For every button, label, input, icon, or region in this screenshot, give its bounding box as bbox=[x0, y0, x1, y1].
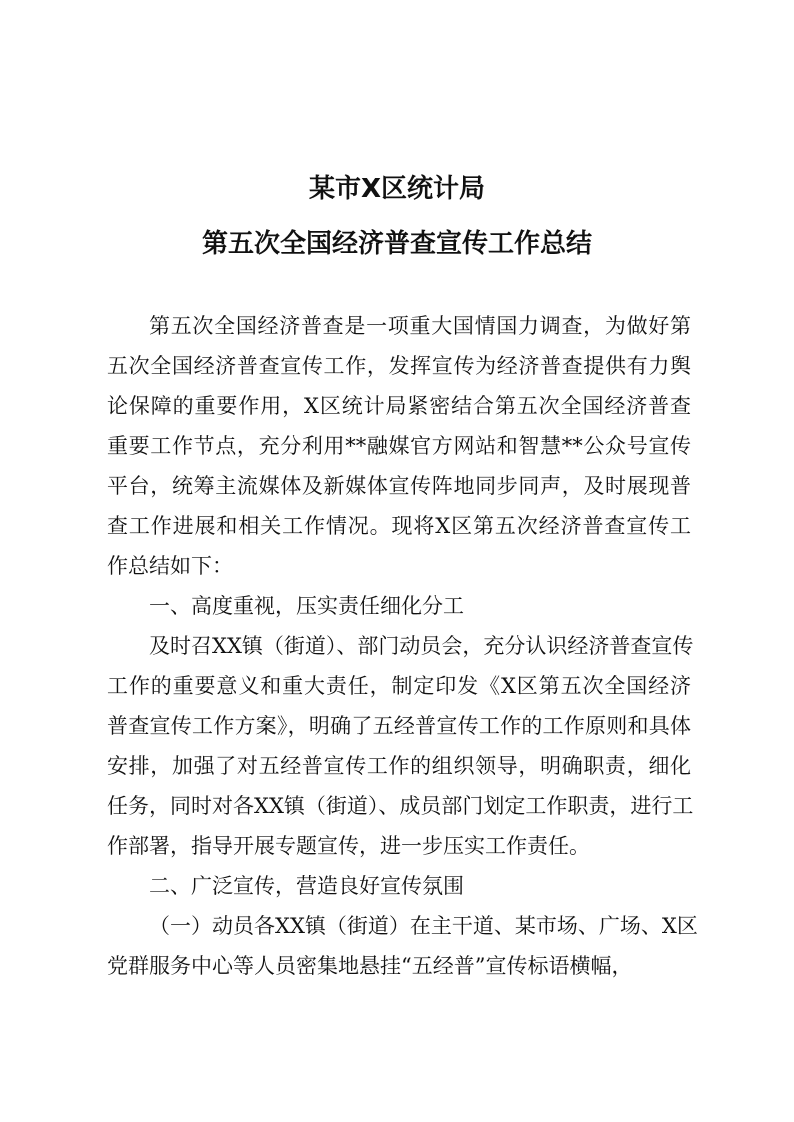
text-line: 安排，加强了对五经普宣传工作的组织领导，明确职责，细化 bbox=[107, 754, 691, 778]
text-line: （一）动员各XX镇（街道）在主干道、某市场、广场、X区 bbox=[149, 914, 698, 938]
text-line: 党群服务中心等人员密集地悬挂“五经普”宣传标语横幅， bbox=[107, 954, 633, 978]
paragraph bbox=[107, 306, 691, 586]
section-heading bbox=[107, 586, 691, 626]
text-line: 普查宣传工作方案》，明确了五经普宣传工作的工作原则和具体 bbox=[107, 714, 691, 738]
text-line: 一、高度重视，压实责任细化分工 bbox=[149, 594, 464, 618]
text-line: 重要工作节点，充分利用**融媒官方网站和智慧**公众号宣传 bbox=[107, 434, 691, 458]
text-line: 任务，同时对各XX镇（街道）、成员部门划定工作职责，进行工 bbox=[107, 794, 694, 818]
paragraph bbox=[107, 906, 698, 986]
section-heading bbox=[107, 866, 691, 906]
paragraph bbox=[107, 626, 694, 866]
document-title-line-2: 第五次全国经济普查宣传工作总结 bbox=[201, 229, 592, 259]
text-line: 二、广泛宣传，营造良好宣传氛围 bbox=[149, 874, 464, 898]
text-line: 工作的重要意义和重大责任，制定印发《X区第五次全国经济 bbox=[107, 674, 691, 698]
text-line: 第五次全国经济普查是一项重大国情国力调查，为做好第 bbox=[149, 314, 691, 338]
text-line: 查工作进展和相关工作情况。现将X区第五次经济普查宣传工 bbox=[107, 514, 691, 538]
text-line: 五次全国经济普查宣传工作，发挥宣传为经济普查提供有力舆 bbox=[107, 354, 691, 378]
document-body bbox=[107, 306, 698, 986]
text-line: 作部署，指导开展专题宣传，进一步压实工作责任。 bbox=[107, 834, 590, 858]
document-title-line-1: 某市X区统计局 bbox=[308, 174, 486, 204]
text-line: 作总结如下： bbox=[107, 554, 233, 578]
text-line: 论保障的重要作用，X区统计局紧密结合第五次全国经济普查 bbox=[107, 394, 691, 418]
text-line: 平台，统筹主流媒体及新媒体宣传阵地同步同声，及时展现普 bbox=[107, 474, 691, 498]
text-line: 及时召XX镇（街道）、部门动员会，充分认识经济普查宣传 bbox=[149, 634, 694, 658]
